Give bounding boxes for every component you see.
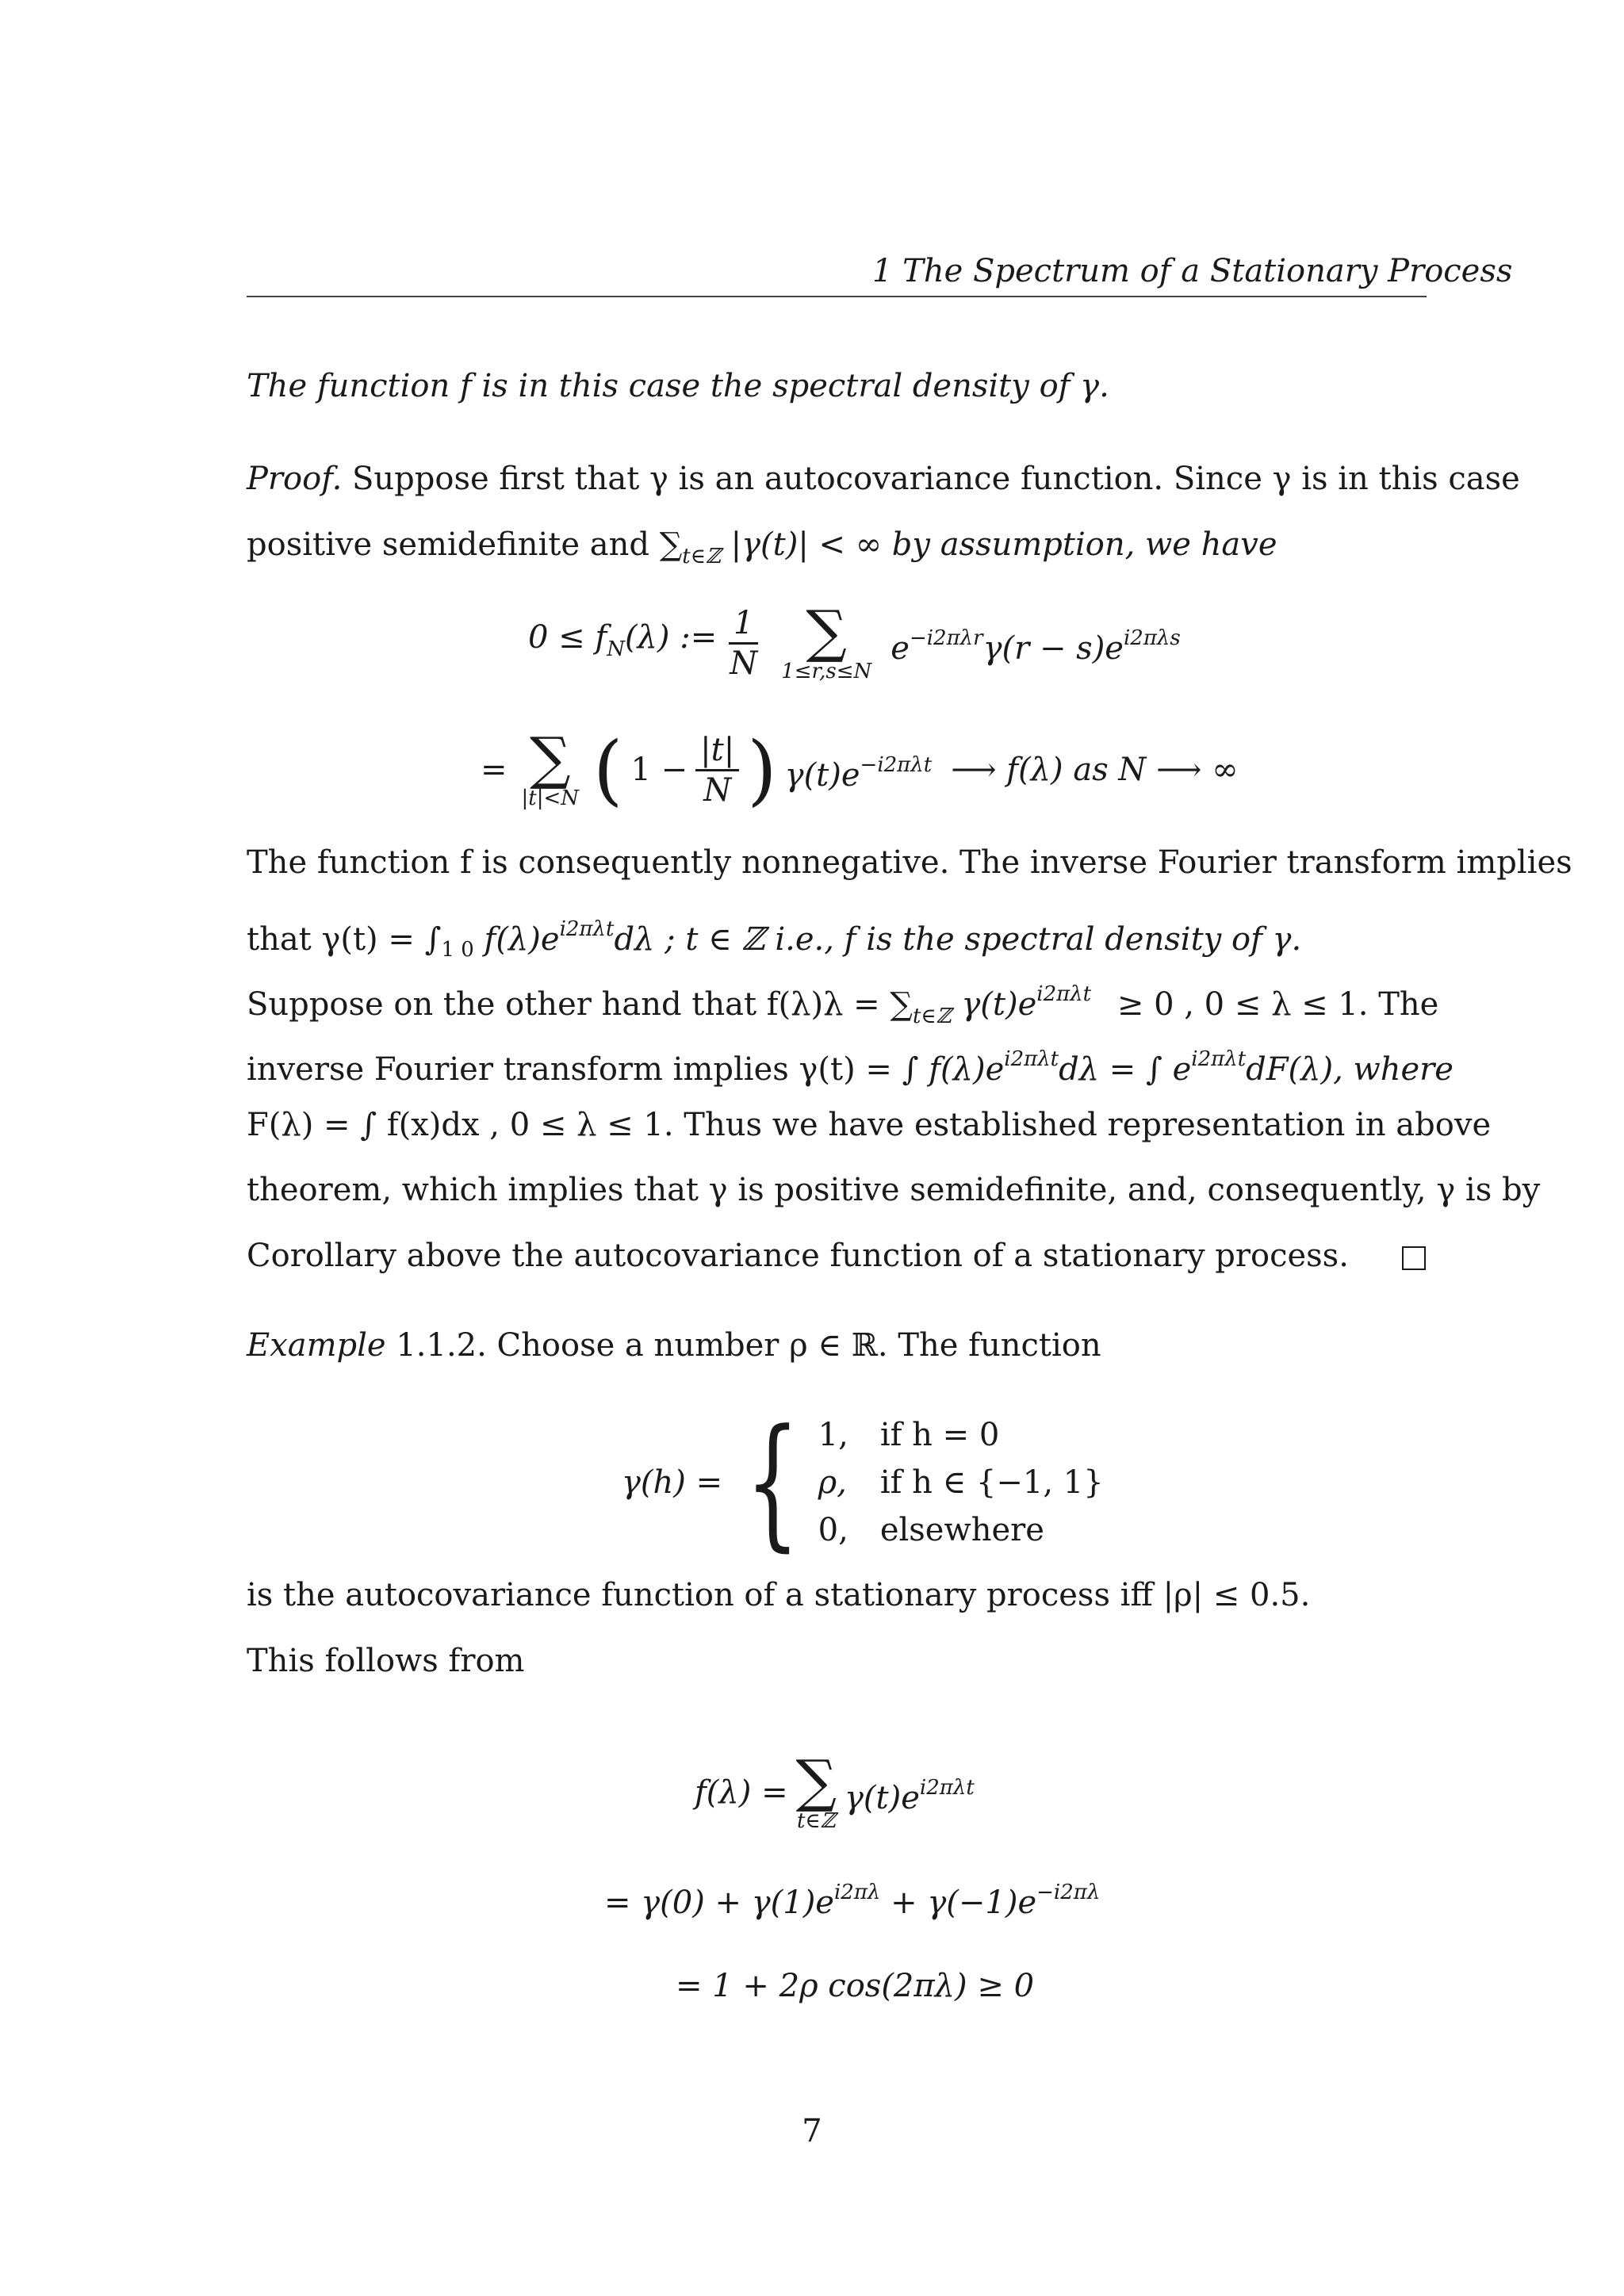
proof-line-3-text: The function f is consequently nonnegative. The inverse Fourier transform implies (247, 844, 1572, 881)
eq4-a: = γ(0) + γ(1)e (604, 1885, 834, 1921)
eq1-frac-den: N (730, 645, 758, 682)
eq2-equals: = (481, 752, 508, 788)
eq2-sum (521, 725, 580, 810)
eq2-sum-symbol: ∑ (530, 725, 571, 791)
proof-line-2 (247, 526, 1277, 576)
case-3-condition: elsewhere (879, 1512, 1044, 1548)
example-intro (247, 1326, 1101, 1364)
proof-line-5 (247, 975, 1439, 1035)
eq2-paren-left: ( (593, 725, 623, 814)
proof-line-2a: positive semidefinite and (247, 526, 649, 563)
proof-line-6d-sup: i2πλt (1191, 1047, 1247, 1071)
proof-line-9-text: Corollary above the autocovariance function of a stationary process. (247, 1238, 1349, 1274)
equation-3 (695, 1747, 975, 1833)
eq3-term-sup: i2πλt (919, 1775, 975, 1800)
proof-line-1-text: Suppose first that γ is an autocovariance function. Since γ is in this case (352, 461, 1520, 497)
eq2-paren-right: ) (747, 725, 777, 814)
header-rule (247, 296, 1427, 297)
proof-line-7b: f(x)dx , 0 ≤ λ ≤ 1. Thus we have established representation in above (386, 1107, 1492, 1143)
eq1-sum-limit: 1≤r,s≤N (781, 660, 872, 683)
eq3-lhs: f(λ) = (695, 1774, 788, 1811)
eq1-lhs: 0 ≤ f (528, 618, 607, 656)
eq4-a-sup: i2πλ (833, 1881, 881, 1904)
proof-line-4a: that γ(t) = ∫ (247, 921, 442, 958)
proof-line-7a: F(λ) = ∫ (247, 1107, 377, 1143)
proof-line-6d: e (1172, 1051, 1192, 1088)
case-2-condition: if h ∈ {−1, 1} (879, 1464, 1104, 1501)
proof-line-5c: ≥ 0 , 0 ≤ λ ≤ 1. The (1116, 986, 1439, 1023)
eq1-frac-num: 1 (729, 604, 758, 645)
page-number: 7 (802, 2113, 822, 2149)
proof-line-3 (247, 844, 1572, 882)
equation-5: = 1 + 2ρ cos(2πλ) ≥ 0 (676, 1968, 1035, 2004)
case-1-value: 1, (818, 1417, 848, 1453)
proof-line-5b: γ(t)e (961, 986, 1037, 1023)
eq1-term-a-sup: −i2πλr (909, 626, 983, 650)
cases-block (818, 1416, 1104, 1549)
sum-symbol: ∑ (659, 526, 683, 563)
proof-line-5a: Suppose on the other hand that f(λ)λ = ∑ (247, 986, 913, 1023)
proof-line-7 (247, 1106, 1491, 1144)
proof-line-2b: |γ(t)| < ∞ by assumption, we have (730, 526, 1277, 563)
eq1-sum-symbol: ∑ (806, 598, 847, 664)
eq1-term-b: γ(r − s)e (982, 629, 1124, 667)
eq4-b-sup: −i2πλ (1036, 1881, 1101, 1904)
eq2-frac-den: N (703, 771, 732, 809)
running-header: 1 The Spectrum of a Stationary Process (872, 253, 1513, 289)
example-number: 1.1.2. (396, 1327, 487, 1364)
proof-line-8 (247, 1171, 1540, 1209)
example-after-1: is the autocovariance function of a stationary process iff |ρ| ≤ 0.5. (247, 1577, 1311, 1613)
left-brace-icon: { (745, 1399, 800, 1565)
theorem-tail: The function f is in this case the spectral density of γ. (247, 368, 1109, 404)
eq2-term: γ(t)e (784, 756, 860, 794)
eq1-lhs-sub: N (607, 637, 625, 661)
proof-line-4b-sup: i2πλt (559, 917, 615, 941)
eq1-term-b-sup: i2πλs (1123, 626, 1181, 650)
gamma-definition (622, 1399, 1104, 1565)
proof-line-6b: f(λ)e (929, 1051, 1005, 1088)
proof-line-8-text: theorem, which implies that γ is positive semidefinite, and, consequently, γ is by (247, 1172, 1541, 1208)
proof-line-5-sub: t∈ℤ (912, 1004, 952, 1028)
proof-line-1 (247, 460, 1520, 498)
proof-line-6c: dλ = ∫ (1059, 1051, 1162, 1088)
example-intro-text: Choose a number ρ ∈ ℝ. The function (496, 1327, 1101, 1364)
gamma-lhs: γ(h) = (622, 1464, 723, 1501)
eq3-sum-limit: t∈ℤ (796, 1809, 836, 1833)
equation-2 (481, 725, 1239, 814)
eq1-sum (781, 598, 872, 683)
proof-line-4 (247, 910, 1301, 969)
eq3-term: γ(t)e (845, 1779, 920, 1816)
integral-limits: 1 0 (441, 938, 474, 962)
eq3-sum-symbol: ∑ (795, 1747, 837, 1814)
case-1-condition: if h = 0 (879, 1417, 1000, 1453)
proof-label: Proof. (247, 461, 343, 497)
eq2-frac-num: |t| (695, 731, 739, 771)
proof-line-9 (247, 1237, 1349, 1275)
eq2-sum-limit: |t|<N (521, 786, 580, 810)
proof-line-4b: f(λ)e (484, 921, 560, 958)
equation-4 (604, 1873, 1100, 1922)
proof-line-6b-sup: i2πλt (1004, 1047, 1059, 1071)
eq3-sum (795, 1747, 837, 1833)
sum-subscript: t∈ℤ (682, 545, 721, 568)
proof-line-4c: dλ ; t ∈ ℤ i.e., f is the spectral density of γ. (614, 921, 1302, 958)
equation-1 (528, 598, 1181, 683)
proof-line-5b-sup: i2πλt (1036, 982, 1092, 1006)
eq2-arrow: ⟶ f(λ) as N ⟶ ∞ (951, 752, 1239, 788)
case-2-value: ρ, (818, 1464, 847, 1501)
case-3-value: 0, (818, 1512, 848, 1548)
eq2-term-sup: −i2πλt (860, 752, 933, 777)
qed-square-icon (1402, 1246, 1426, 1270)
example-after-2: This follows from (247, 1643, 525, 1679)
proof-line-6 (247, 1040, 1454, 1089)
eq1-fraction (725, 604, 762, 683)
proof-line-6e: dF(λ), where (1246, 1051, 1454, 1088)
eq1-lhs-2: (λ) := (624, 618, 718, 656)
eq2-one-minus: 1 − (630, 752, 688, 788)
proof-line-6a: inverse Fourier transform implies γ(t) = ∫ (247, 1051, 919, 1088)
eq4-b: + γ(−1)e (891, 1885, 1037, 1921)
eq1-term-a: e (891, 629, 910, 667)
example-label: Example (247, 1327, 386, 1364)
eq2-fraction (695, 731, 739, 809)
